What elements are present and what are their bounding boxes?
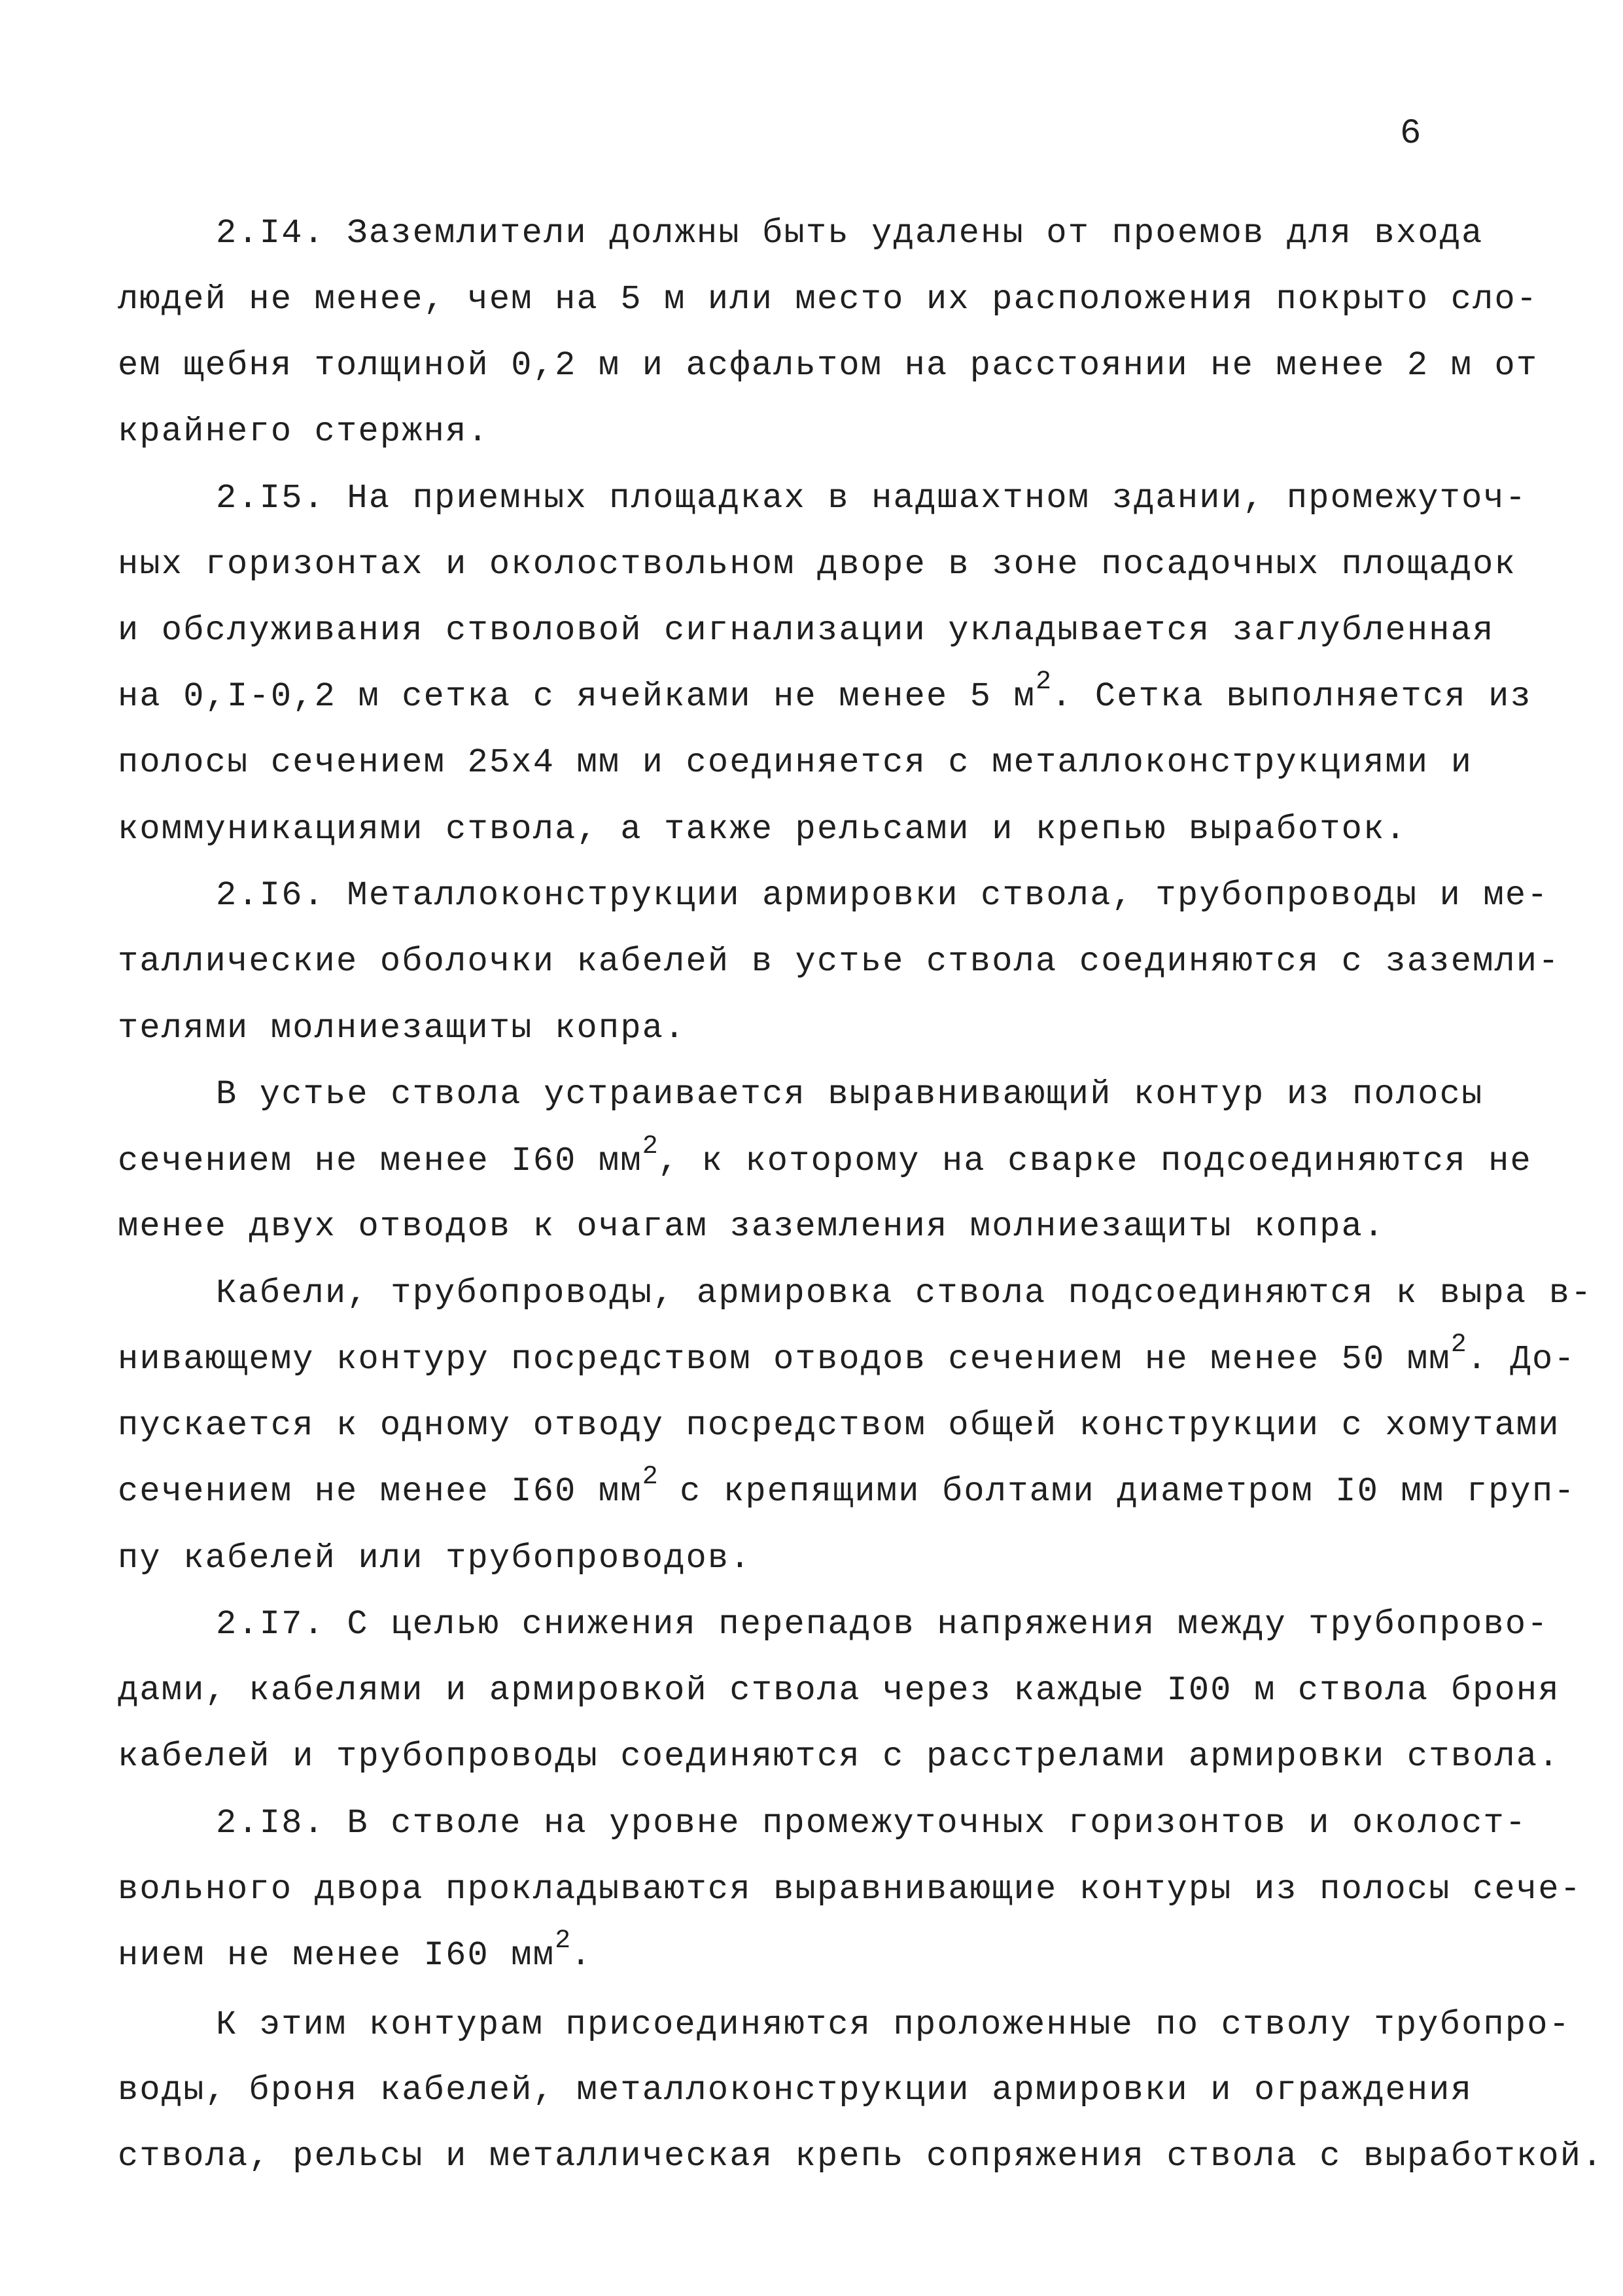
text-line: 2.I6. Металлоконструкции армировки ствола, трубопроводы и ме-	[216, 876, 1549, 915]
text-line: телями молниезащиты копра.	[118, 1009, 686, 1048]
text-line: вольного двора прокладываются выравнивающие контуры из полосы сече-	[118, 1870, 1582, 1909]
text-line: К этим контурам присоединяются проложенные по стволу трубопро-	[216, 2005, 1571, 2044]
text-line: воды, броня кабелей, металлоконструкции армировки и ограждения	[118, 2071, 1473, 2110]
text-line: 2.I4. Заземлители должны быть удалены от проемов для входа	[216, 214, 1484, 253]
text-segment: . До-	[1466, 1340, 1576, 1379]
text-line: пускается к одному отводу посредством общей конструкции с хомутами	[118, 1406, 1560, 1445]
text-segment: на 0,I-0,2 м сетка с ячейками не менее 5 м	[118, 677, 1036, 716]
text-segment: сечением не менее I60 мм	[118, 1472, 642, 1511]
text-line: ных горизонтах и околоствольном дворе в зоне посадочных площадок	[118, 545, 1516, 584]
text-line: 2.I8. В стволе на уровне промежуточных горизонтов и околост-	[216, 1804, 1527, 1843]
text-line	[118, 1330, 1576, 1385]
text-line: крайнего стержня.	[118, 412, 489, 451]
text-line: полосы сечением 25x4 мм и соединяется с металлоконструкциями и	[118, 743, 1473, 782]
text-line: ем щебня толщиной 0,2 м и асфальтом на расстоянии не менее 2 м от	[118, 346, 1539, 385]
text-line: В устье ствола устраивается выравнивающий контур из полосы	[216, 1075, 1484, 1114]
text-line	[118, 1462, 1576, 1517]
text-segment: нивающему контуру посредством отводов сечением не менее 50 мм	[118, 1340, 1451, 1379]
text-line	[118, 1926, 593, 1981]
superscript: 2	[1450, 1330, 1467, 1360]
text-line: и обслуживания стволовой сигнализации укладывается заглубленная	[118, 611, 1495, 650]
text-segment: нием не менее I60 мм	[118, 1936, 555, 1975]
text-line: менее двух отводов к очагам заземления молниезащиты копра.	[118, 1207, 1386, 1246]
text-segment: сечением не менее I60 мм	[118, 1142, 642, 1180]
text-line: 2.I5. На приемных площадках в надшахтном здании, промежуточ-	[216, 479, 1527, 518]
text-segment: .	[570, 1936, 593, 1975]
text-line: коммуникациями ствола, а также рельсами и крепью выработок.	[118, 810, 1407, 849]
text-segment: , к которому на сварке подсоединяются не	[657, 1142, 1532, 1180]
text-line: пу кабелей или трубопроводов.	[118, 1539, 752, 1578]
superscript: 2	[642, 1132, 658, 1161]
text-segment: с крепящими болтами диаметром I0 мм груп-	[657, 1472, 1576, 1511]
text-line: дами, кабелями и армировкой ствола через каждые I00 м ствола броня	[118, 1671, 1560, 1710]
page-number: 6	[1400, 114, 1422, 154]
superscript: 2	[642, 1462, 658, 1492]
text-line: 2.I7. С целью снижения перепадов напряжения между трубопрово-	[216, 1605, 1549, 1644]
superscript: 2	[555, 1926, 571, 1956]
text-line: таллические оболочки кабелей в устье ствола соединяются с заземли-	[118, 942, 1560, 981]
text-line	[118, 667, 1532, 722]
text-line: ствола, рельсы и металлическая крепь сопряжения ствола с выработкой.	[118, 2137, 1604, 2176]
text-segment: . Сетка выполняется из	[1051, 677, 1532, 716]
text-line: людей не менее, чем на 5 м или место их расположения покрыто сло-	[118, 280, 1539, 319]
text-line: Кабели, трубопроводы, армировка ствола подсоединяются к выра в-	[216, 1274, 1593, 1313]
text-line: кабелей и трубопроводы соединяются с расстрелами армировки ствола.	[118, 1737, 1560, 1776]
text-line	[118, 1132, 1532, 1187]
superscript: 2	[1036, 667, 1052, 697]
